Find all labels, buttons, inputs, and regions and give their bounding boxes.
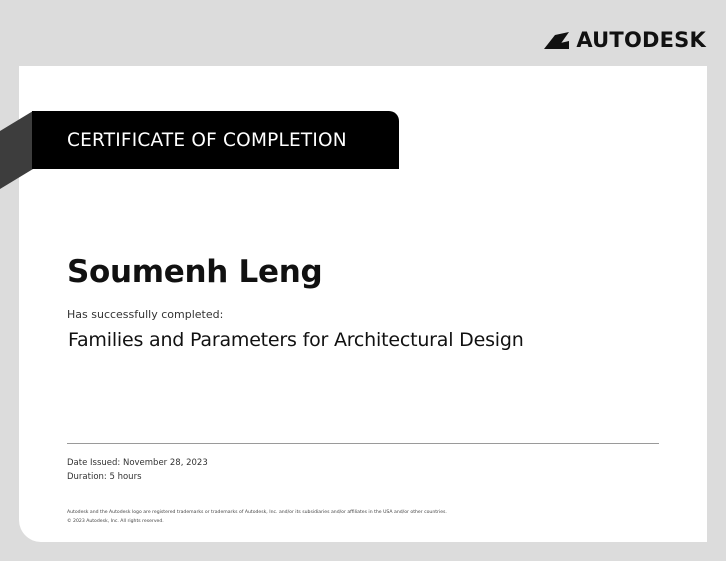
certificate-banner [32, 111, 399, 169]
ribbon-fold [0, 111, 33, 189]
autodesk-logo [544, 30, 706, 50]
banner-title: CERTIFICATE OF COMPLETION [67, 129, 347, 151]
trademark-notice: Autodesk and the Autodesk logo are registered trademarks or trademarks of Autodesk, Inc. and/or its subsidiaries and/or affiliates in the USA and/or other countries. [67, 510, 447, 515]
autodesk-wordmark: AUTODESK [576, 28, 706, 52]
course-duration: Duration: 5 hours [67, 472, 142, 482]
course-title: Families and Parameters for Architectural Design [68, 329, 524, 351]
autodesk-mark-icon [544, 32, 570, 49]
date-issued: Date Issued: November 28, 2023 [67, 458, 208, 468]
completed-label: Has successfully completed: [67, 308, 224, 321]
recipient-name: Soumenh Leng [67, 254, 323, 290]
footer-divider [67, 443, 659, 444]
copyright-notice: © 2023 Autodesk, Inc. All rights reserved. [67, 519, 164, 524]
